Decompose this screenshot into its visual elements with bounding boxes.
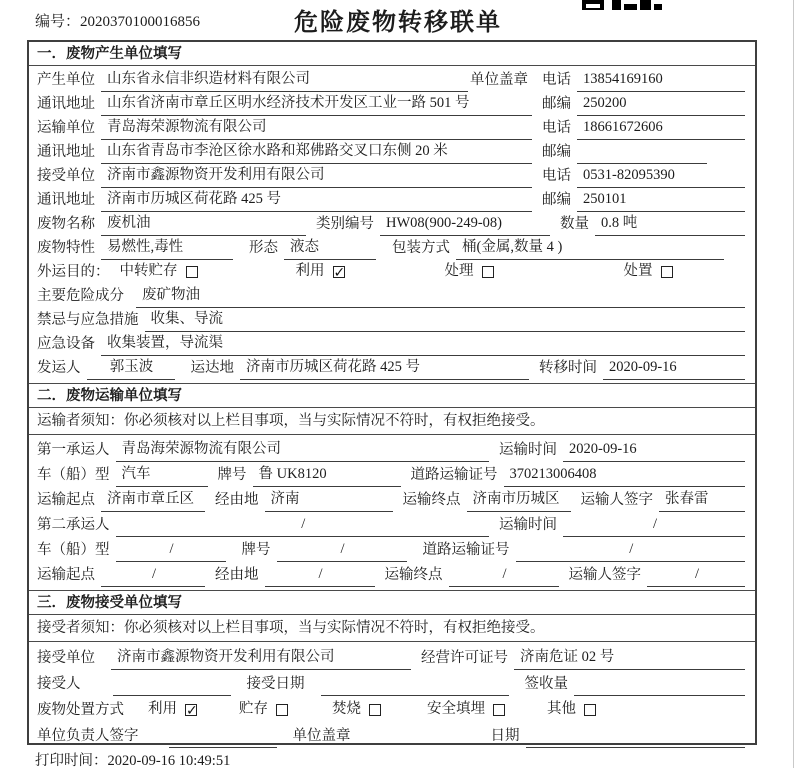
terminal-label: 运输终点 [384, 567, 443, 583]
checkbox-icon [185, 704, 197, 716]
transport-time-label: 运输时间 [499, 442, 557, 458]
field-producer-unit [37, 68, 747, 92]
checkbox-disposal-other [547, 699, 596, 722]
qr-code-fragment-icon [582, 0, 662, 11]
carrier1-value: 青岛海荣源物流有限公司 [116, 439, 490, 462]
field-receiver-unit [37, 164, 747, 188]
section2-body [29, 435, 755, 590]
checkbox-label: 焚烧 [332, 701, 361, 717]
checkbox-label: 利用 [148, 701, 177, 717]
date-value [526, 746, 746, 748]
serial-label: 编号： [35, 14, 81, 30]
checkbox-label: 中转贮存 [119, 263, 178, 279]
origin1-value: 济南市章丘区 [101, 489, 205, 512]
origin-label: 运输起点 [37, 492, 95, 508]
print-time [35, 749, 230, 768]
transporter-label: 运输单位 [37, 120, 95, 136]
field-second-carrier [37, 512, 747, 537]
transporter-zip-value [577, 162, 707, 164]
receiver-address-value: 济南市历城区荷花路 425 号 [101, 189, 532, 212]
field-route1 [37, 487, 747, 512]
checkbox-disposal-utilize [148, 699, 197, 722]
via1-value: 济南 [265, 489, 393, 512]
via-label: 经由地 [215, 492, 259, 508]
receiving-unit-label: 接受单位 [37, 650, 95, 666]
permit2-value: / [516, 539, 746, 562]
permit-label: 道路运输证号 [410, 467, 498, 483]
section3-notice: 接受者须知：你必须核对以上栏目事项，当与实际情况不符时，有权拒绝接受。 [29, 615, 755, 642]
packing-value: 桶(金属,数量 4 ) [456, 237, 724, 260]
producer-zip-value: 250200 [577, 93, 745, 116]
field-manager-sign [37, 722, 747, 748]
plate2-value: / [277, 539, 407, 562]
checkbox-icon [584, 704, 596, 716]
purpose-label: 外运目的： [37, 264, 110, 280]
checkbox-disposal-landfill [427, 699, 505, 722]
destination-value: 济南市历城区荷花路 425 号 [240, 357, 529, 380]
field-shipper [37, 356, 747, 380]
checkbox-icon [493, 704, 505, 716]
checkbox-label: 处理 [444, 263, 474, 279]
license-label: 经营许可证号 [421, 650, 508, 666]
carrier1-label: 第一承运人 [37, 442, 110, 458]
checkbox-icon [186, 266, 198, 278]
checkbox-icon [369, 704, 381, 716]
waste-name-label: 废物名称 [37, 216, 95, 232]
receiver-label: 接受单位 [37, 168, 95, 184]
character-label: 废物特性 [37, 240, 95, 256]
checkbox-icon [333, 266, 345, 278]
section2-header: 二．废物运输单位填写 [29, 383, 755, 408]
serial-value: 2020370100016856 [80, 14, 201, 30]
field-transporter-unit [37, 116, 747, 140]
section3-body [29, 642, 755, 751]
checkbox-disposal-incinerate [332, 699, 381, 722]
field-transporter-address [37, 140, 747, 164]
field-first-carrier [37, 437, 747, 462]
carrier-sign-label: 运输人签字 [580, 492, 653, 508]
field-receiver-person [37, 670, 747, 696]
checkbox-disposal-store [239, 699, 288, 722]
character-value: 易燃性,毒性 [101, 237, 233, 260]
receiving-unit-value: 济南市鑫源物资开发利用有限公司 [111, 647, 411, 670]
receiver-zip-value: 250101 [577, 189, 745, 212]
receiver-person-label: 接受人 [37, 676, 81, 692]
transfer-time-label: 转移时间 [539, 360, 597, 376]
field-receiving-unit [37, 644, 747, 670]
plate-label: 牌号 [217, 467, 247, 483]
field-vehicle2 [37, 537, 747, 562]
receiver-value: 济南市鑫源物资开发利用有限公司 [101, 165, 532, 188]
taboo-label: 禁忌与应急措施 [37, 312, 139, 328]
producer-phone-value: 13854169160 [577, 69, 745, 92]
shipper-label: 发运人 [37, 360, 81, 376]
field-disposal-method [37, 696, 747, 722]
hazard-value: 废矿物油 [136, 285, 745, 308]
vehicle-label: 车（船）型 [37, 467, 110, 483]
field-vehicle1 [37, 462, 747, 487]
shipper-value: 郭玉波 [87, 357, 175, 380]
zip-label: 邮编 [542, 192, 571, 208]
section3-header: 三．废物接受单位填写 [29, 590, 755, 615]
quantity-label: 数量 [560, 216, 589, 232]
equipment-label: 应急设备 [37, 336, 95, 352]
transporter-phone-value: 18661672606 [577, 117, 745, 140]
receiver-person-value [113, 694, 231, 696]
address-label: 通讯地址 [37, 144, 95, 160]
print-time-value: 2020-09-16 10:49:51 [107, 753, 231, 768]
packing-label: 包装方式 [392, 240, 450, 256]
disposal-label: 废物处置方式 [37, 702, 124, 718]
checkbox-icon [276, 704, 288, 716]
taboo-value: 收集、导流 [145, 309, 746, 332]
unit-seal-label: 单位盖章 [292, 728, 351, 744]
terminal1-value: 济南市历城区 [467, 489, 571, 512]
waste-name-value: 废机油 [101, 213, 306, 236]
transfer-time-value: 2020-09-16 [603, 357, 745, 380]
field-outbound-purpose [37, 260, 747, 284]
category-label: 类别编号 [316, 216, 374, 232]
origin-label: 运输起点 [37, 567, 95, 583]
checkbox-utilize [296, 261, 345, 284]
license-value: 济南危证 02 号 [514, 647, 745, 670]
zip-label: 邮编 [542, 144, 571, 160]
manager-sign-value [169, 746, 277, 748]
field-receiver-address [37, 188, 747, 212]
address-label: 通讯地址 [37, 96, 95, 112]
section2-notice: 运输者须知：你必须核对以上栏目事项，当与实际情况不符时，有权拒绝接受。 [29, 408, 755, 435]
scan-page-edge [793, 0, 794, 768]
checkbox-label: 处置 [623, 263, 653, 279]
transporter-value: 青岛海荣源物流有限公司 [101, 117, 532, 140]
receive-date-label: 接受日期 [246, 676, 305, 692]
producer-label: 产生单位 [37, 72, 95, 88]
checkbox-label: 其他 [547, 701, 576, 717]
form-label: 形态 [249, 240, 278, 256]
checkbox-transfer-storage [120, 261, 198, 284]
quantity-value: 0.8 吨 [595, 213, 745, 236]
transporter-address-value: 山东省青岛市李沧区徐水路和郑佛路交叉口东侧 20 米 [101, 141, 532, 164]
phone-label: 电话 [542, 120, 571, 136]
carrier-sign-label: 运输人签字 [568, 567, 641, 583]
carrier-sign2-value: / [647, 564, 745, 587]
field-producer-address [37, 92, 747, 116]
checkbox-icon [482, 266, 494, 278]
terminal-label: 运输终点 [402, 492, 461, 508]
form-value: 液态 [284, 237, 376, 260]
checkbox-dispose [624, 261, 673, 284]
section1-header: 一．废物产生单位填写 [29, 42, 755, 66]
field-emergency-equipment [37, 332, 747, 356]
transport-time2-value: / [563, 514, 745, 537]
checkbox-label: 利用 [295, 263, 325, 279]
phone-label: 电话 [542, 168, 571, 184]
vehicle-label: 车（船）型 [37, 542, 110, 558]
field-taboo-measures [37, 308, 747, 332]
phone-label: 电话 [542, 72, 571, 88]
field-waste-name [37, 212, 747, 236]
field-main-hazard [37, 284, 747, 308]
vehicle1-value: 汽车 [116, 464, 208, 487]
transport-time-label: 运输时间 [499, 517, 557, 533]
checkbox-treat [445, 261, 494, 284]
transport-time1-value: 2020-09-16 [563, 439, 745, 462]
carrier-sign1-value: 张春雷 [659, 489, 745, 512]
plate-label: 牌号 [241, 542, 271, 558]
carrier2-label: 第二承运人 [37, 517, 110, 533]
field-route2 [37, 562, 747, 587]
section1-body [29, 66, 755, 383]
document-header [0, 0, 796, 38]
plate1-value: 鲁 UK8120 [253, 464, 401, 487]
page-title: 危险废物转移联单 [294, 9, 502, 36]
date-label: 日期 [490, 728, 520, 744]
address-label: 通讯地址 [37, 192, 95, 208]
receive-date-value [321, 694, 509, 696]
permit1-value: 370213006408 [504, 464, 746, 487]
equipment-value: 收集装置，导流渠 [101, 333, 745, 356]
terminal2-value: / [449, 564, 559, 587]
carrier2-value: / [116, 514, 490, 537]
checkbox-label: 安全填埋 [427, 701, 485, 717]
unit-seal-label: 单位盖章 [470, 72, 528, 88]
vehicle2-value: / [116, 539, 226, 562]
via-label: 经由地 [215, 567, 259, 583]
hazard-label: 主要危险成分 [37, 288, 124, 304]
receiver-phone-value: 0531-82095390 [577, 165, 745, 188]
permit-label: 道路运输证号 [422, 542, 510, 558]
checkbox-label: 贮存 [239, 701, 268, 717]
print-time-label: 打印时间： [35, 753, 108, 768]
zip-label: 邮编 [542, 96, 571, 112]
signed-amount-value [574, 694, 745, 696]
signed-amount-label: 签收量 [524, 676, 568, 692]
producer-value: 山东省永信非织造材料有限公司 [101, 69, 468, 92]
manifest-form [27, 40, 757, 745]
checkbox-icon [661, 266, 673, 278]
producer-address-value: 山东省济南市章丘区明水经济技术开发区工业一路 501 号 [101, 93, 532, 116]
category-value: HW08(900-249-08) [380, 213, 550, 236]
manager-sign-label: 单位负责人签字 [37, 728, 139, 744]
destination-label: 运达地 [190, 360, 234, 376]
via2-value: / [265, 564, 375, 587]
field-waste-character [37, 236, 747, 260]
origin2-value: / [101, 564, 205, 587]
